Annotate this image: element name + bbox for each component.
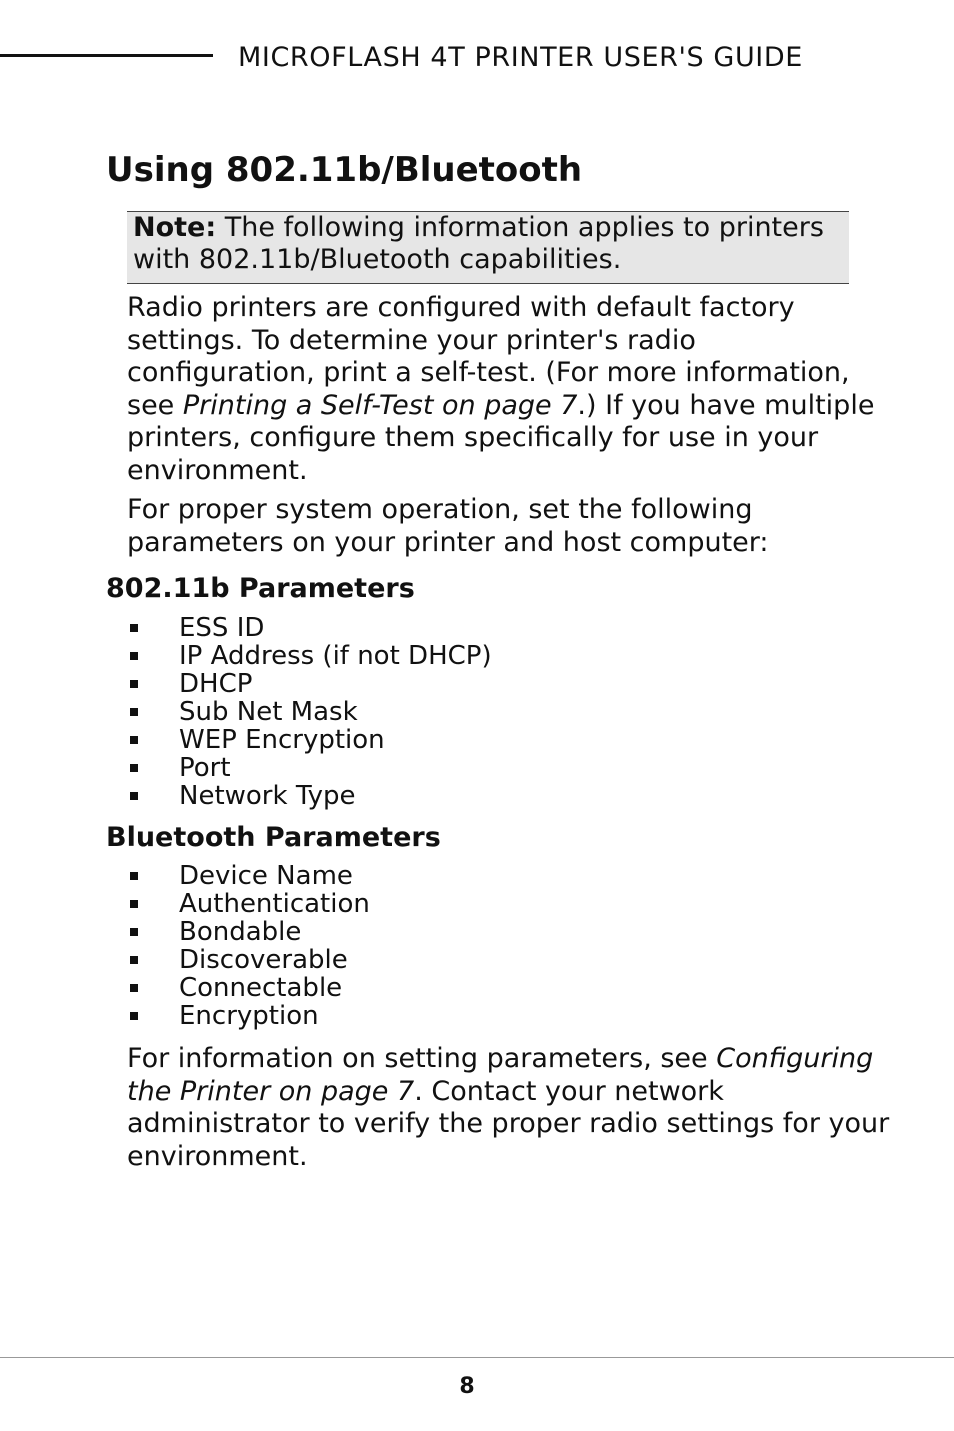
text-line: settings. To determine your printer's radio: [127, 324, 696, 356]
square-bullet-icon: [130, 764, 138, 772]
square-bullet-icon: [130, 1012, 138, 1020]
note-text-1: The following information applies to printers: [216, 212, 824, 243]
square-bullet-icon: [130, 680, 138, 688]
text-line: [127, 1076, 852, 1109]
text-fragment: . Contact your network: [414, 1075, 724, 1107]
square-bullet-icon: [130, 736, 138, 744]
text-line: environment.: [127, 1140, 308, 1172]
section-title-bluetooth: Bluetooth Parameters: [106, 822, 441, 853]
paragraph-setting-parameters: [127, 1043, 890, 1173]
cross-reference-configuring-start[interactable]: Configuring: [716, 1043, 874, 1074]
square-bullet-icon: [130, 872, 138, 880]
section-title-80211b: 802.11b Parameters: [106, 573, 415, 604]
page-number: 8: [459, 1374, 475, 1399]
text-fragment: .) If you have multiple: [577, 389, 875, 421]
text-fragment: For information on setting parameters, see: [127, 1043, 717, 1074]
cross-reference-self-test[interactable]: Printing a Self-Test on page 7: [182, 389, 578, 421]
square-bullet-icon: [130, 900, 138, 908]
square-bullet-icon: [130, 984, 138, 992]
header-rule: [0, 54, 213, 57]
square-bullet-icon: [130, 652, 138, 660]
paragraph-system-operation: [127, 494, 852, 559]
text-line: administrator to verify the proper radio settings for your: [127, 1108, 890, 1139]
running-header: MICROFLASH 4T PRINTER USER'S GUIDE: [238, 42, 803, 73]
text-line: printers, configure them specifically for use in your: [127, 422, 819, 453]
footer-rule: [0, 1357, 954, 1358]
note-line-1: [133, 212, 843, 244]
text-line: parameters on your printer and host computer:: [127, 526, 769, 558]
note-label: Note:: [133, 212, 217, 243]
square-bullet-icon: [130, 708, 138, 716]
text-line: For proper system operation, set the following: [127, 494, 753, 525]
square-bullet-icon: [130, 792, 138, 800]
paragraph-radio-config: [127, 292, 875, 487]
note-box: [127, 211, 849, 284]
note-text-2: with 802.11b/Bluetooth capabilities.: [133, 244, 622, 275]
square-bullet-icon: [130, 928, 138, 936]
page-title: Using 802.11b/Bluetooth: [106, 150, 583, 190]
text-line: environment.: [127, 454, 308, 486]
square-bullet-icon: [130, 624, 138, 632]
text-line: [127, 389, 875, 423]
square-bullet-icon: [130, 956, 138, 964]
cross-reference-configuring-end[interactable]: the Printer on page 7: [127, 1075, 415, 1107]
text-line: Radio printers are configured with default factory: [127, 292, 795, 323]
text-line: [127, 1043, 874, 1076]
text-line: configuration, print a self-test. (For more information,: [127, 357, 850, 388]
text-fragment: see: [127, 389, 183, 421]
